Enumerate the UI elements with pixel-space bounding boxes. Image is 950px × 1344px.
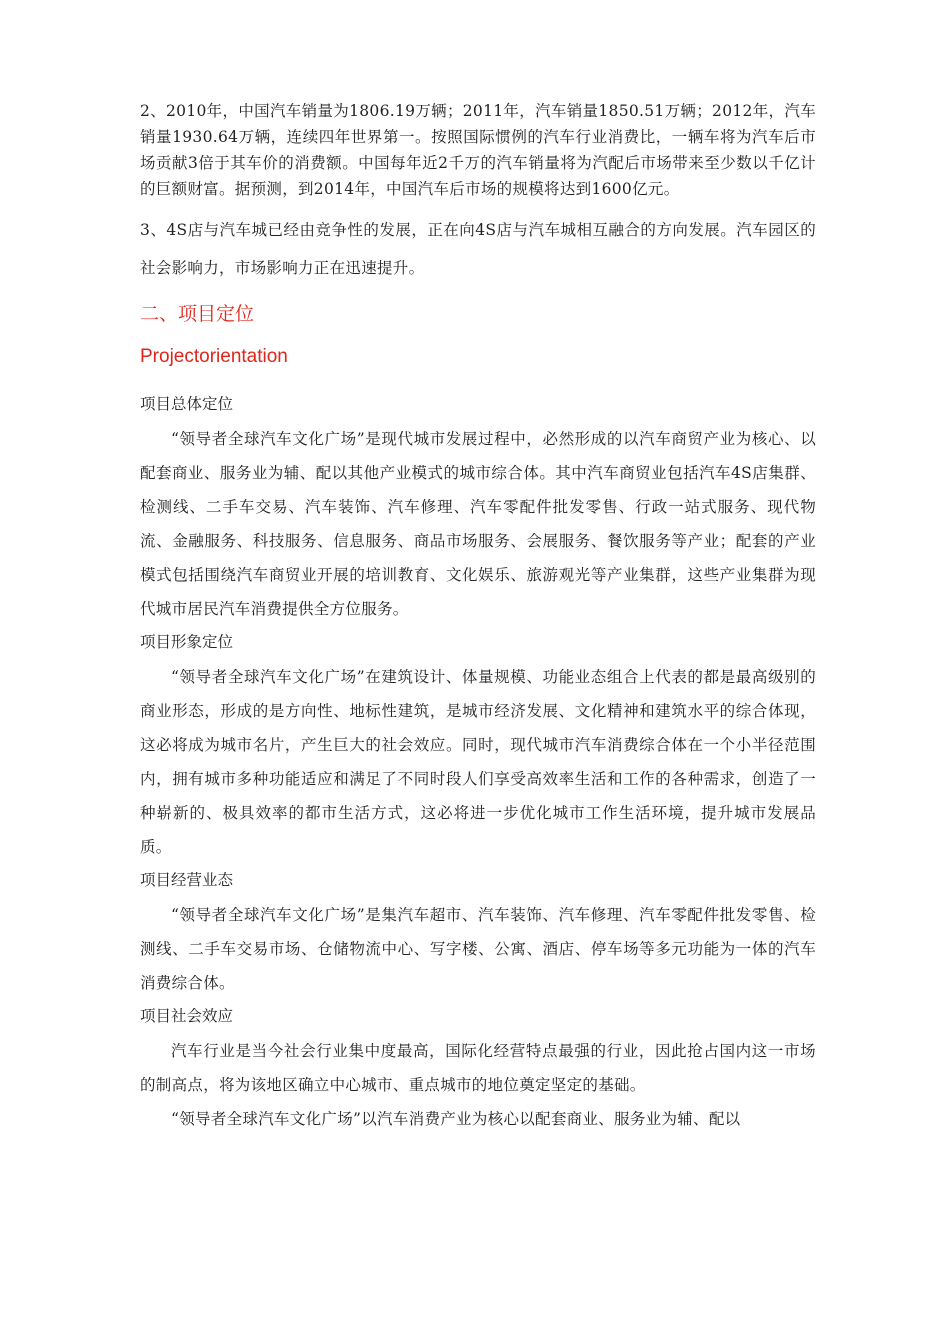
heading-social-effect: 项目社会效应 [140, 1007, 234, 1025]
paragraph-social-effect-2: “领导者全球汽车文化广场”以汽车消费产业为核心以配套商业、服务业为辅、配以 [171, 1110, 741, 1128]
section-title-en: Projectorientation [140, 346, 288, 367]
paragraph-overall-positioning: “领导者全球汽车文化广场”是现代城市发展过程中，必然形成的以汽车商贸产业为核心、以配套商业、服务业为辅、配以其他产业模式的城市综合体。其中汽车商贸业包括汽车4S店集群、检测线、二手车交易、汽车装饰、汽车修理、汽车零配件批发零售、行政一站式服务、现代物流、金融服务、科技服务、信息服务、商品市场服务、会展服务、餐饮服务等产业；配套的产业模式包括围绕汽车商贸业开展的培训教育、文化娱乐、旅游观光等产业集群，这些产业集群为现代城市居民汽车消费提供全方位服务。 [140, 430, 816, 618]
section-title-cn: 二、项目定位 [140, 303, 255, 325]
document-page [140, 98, 816, 1136]
paragraph-business-format: “领导者全球汽车文化广场”是集汽车超市、汽车装饰、汽车修理、汽车零配件批发零售、检测线、二手车交易市场、仓储物流中心、写字楼、公寓、酒店、停车场等多元功能为一体的汽车消费综合体。 [140, 906, 816, 992]
heading-image-positioning: 项目形象定位 [140, 633, 234, 651]
paragraph-4s-integration: 3、4S店与汽车城已经由竞争性的发展，正在向4S店与汽车城相互融合的方向发展。汽车园区的社会影响力，市场影响力正在迅速提升。 [140, 221, 816, 277]
heading-overall-positioning: 项目总体定位 [140, 395, 234, 413]
paragraph-image-positioning: “领导者全球汽车文化广场”在建筑设计、体量规模、功能业态组合上代表的都是最高级别的商业形态，形成的是方向性、地标性建筑，是城市经济发展、文化精神和建筑水平的综合体现，这必将成为城市名片，产生巨大的社会效应。同时，现代城市汽车消费综合体在一个小半径范围内，拥有城市多种功能适应和满足了不同时段人们享受高效率生活和工作的各种需求，创造了一种崭新的、极具效率的都市生活方式，这必将进一步优化城市工作生活环境，提升城市发展品质。 [140, 668, 816, 856]
paragraph-social-effect-1: 汽车行业是当今社会行业集中度最高，国际化经营特点最强的行业，因此抢占国内这一市场的制高点，将为该地区确立中心城市、重点城市的地位奠定坚定的基础。 [140, 1042, 816, 1094]
heading-business-format: 项目经营业态 [140, 871, 234, 889]
paragraph-sales-figures: 2、2010年，中国汽车销量为1806.19万辆；2011年，汽车销量1850.51万辆；2012年，汽车销量1930.64万辆，连续四年世界第一。按照国际惯例的汽车行业消费比，一辆车将为汽车后市场贡献3倍于其车价的消费额。中国每年近2千万的汽车销量将为汽配后市场带来至少数以千亿计的巨额财富。据预测，到2014年，中国汽车后市场的规模将达到1600亿元。 [140, 102, 816, 198]
